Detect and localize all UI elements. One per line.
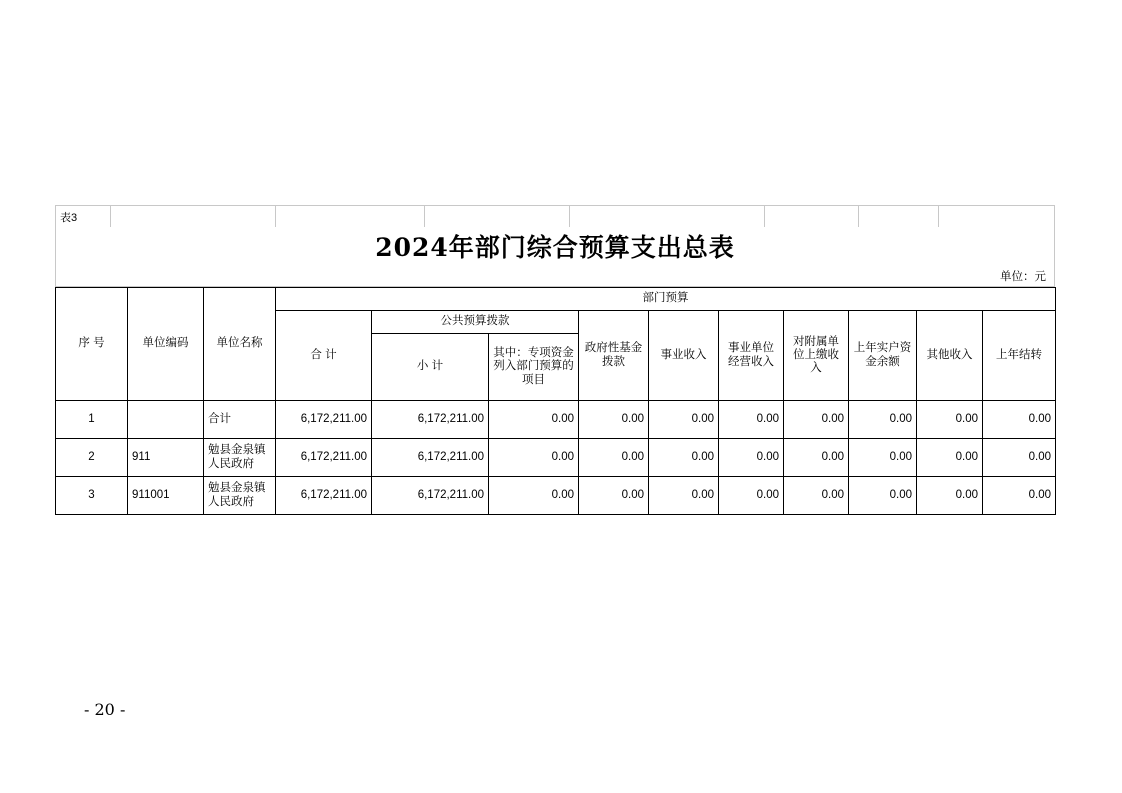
- col-header-gov-fund: 政府性基金拨款: [579, 311, 649, 401]
- cell-subordinate-payment: 0.00: [784, 439, 849, 477]
- cell-other-income: 0.00: [917, 477, 983, 515]
- cell-subtotal: 6,172,211.00: [372, 401, 489, 439]
- cell-business-income: 0.00: [649, 477, 719, 515]
- cell-special-fund: 0.00: [489, 477, 579, 515]
- cell-prior-year-carryover: 0.00: [983, 401, 1056, 439]
- cell-seq: 1: [56, 401, 128, 439]
- unit-note: 单位：元: [1000, 270, 1046, 283]
- col-header-unit-name: 单位名称: [204, 288, 276, 401]
- col-header-prior-year-carryover: 上年结转: [983, 311, 1056, 401]
- cell-total: 6,172,211.00: [276, 439, 372, 477]
- blank-cell: [425, 206, 570, 227]
- col-header-other-income: 其他收入: [917, 311, 983, 401]
- col-header-total: 合 计: [276, 311, 372, 401]
- col-header-prior-year-balance: 上年实户资金余额: [849, 311, 917, 401]
- cell-subtotal: 6,172,211.00: [372, 439, 489, 477]
- cell-prior-year-carryover: 0.00: [983, 477, 1056, 515]
- table-header-group-row: [56, 288, 1056, 311]
- cell-unit-name: 勉县金泉镇人民政府: [204, 477, 276, 515]
- blank-cell: [276, 206, 426, 227]
- cell-business-income: 0.00: [649, 439, 719, 477]
- cell-total: 6,172,211.00: [276, 477, 372, 515]
- col-header-public-budget: 公共预算拨款: [372, 311, 579, 334]
- cell-seq: 2: [56, 439, 128, 477]
- cell-prior-year-balance: 0.00: [849, 401, 917, 439]
- col-header-business-operating-income: 事业单位经营收入: [719, 311, 784, 401]
- cell-other-income: 0.00: [917, 401, 983, 439]
- col-header-business-income: 事业收入: [649, 311, 719, 401]
- blank-cell: [111, 206, 276, 227]
- table-row: [56, 401, 1056, 439]
- cell-unit-code: 911001: [128, 477, 204, 515]
- cell-gov-fund: 0.00: [579, 477, 649, 515]
- col-header-subtotal: 小 计: [372, 334, 489, 401]
- sheet-label-row: [55, 205, 1055, 227]
- cell-business-operating-income: 0.00: [719, 477, 784, 515]
- table-row: [56, 477, 1056, 515]
- cell-prior-year-balance: 0.00: [849, 477, 917, 515]
- col-header-subordinate-payment: 对附属单位上缴收入: [784, 311, 849, 401]
- cell-subtotal: 6,172,211.00: [372, 477, 489, 515]
- cell-unit-code: 911: [128, 439, 204, 477]
- cell-gov-fund: 0.00: [579, 439, 649, 477]
- cell-gov-fund: 0.00: [579, 401, 649, 439]
- page-number: - 20 -: [84, 700, 126, 719]
- cell-prior-year-balance: 0.00: [849, 439, 917, 477]
- cell-subordinate-payment: 0.00: [784, 401, 849, 439]
- cell-special-fund: 0.00: [489, 401, 579, 439]
- budget-table: [55, 287, 1056, 515]
- blank-cell: [859, 206, 939, 227]
- cell-unit-name: 勉县金泉镇人民政府: [204, 439, 276, 477]
- cell-total: 6,172,211.00: [276, 401, 372, 439]
- col-header-department-budget: 部门预算: [276, 288, 1056, 311]
- blank-cell: [765, 206, 860, 227]
- col-header-seq: 序 号: [56, 288, 128, 401]
- cell-seq: 3: [56, 477, 128, 515]
- title-row: [55, 227, 1055, 265]
- blank-cell: [570, 206, 765, 227]
- cell-business-operating-income: 0.00: [719, 439, 784, 477]
- cell-other-income: 0.00: [917, 439, 983, 477]
- col-header-unit-code: 单位编码: [128, 288, 204, 401]
- cell-unit-name: 合计: [204, 401, 276, 439]
- cell-prior-year-carryover: 0.00: [983, 439, 1056, 477]
- cell-special-fund: 0.00: [489, 439, 579, 477]
- sheet-label-cell: 表3: [56, 206, 111, 227]
- col-header-special-fund: 其中：专项资金列入部门预算的项目: [489, 334, 579, 401]
- blank-cell: [939, 206, 1054, 227]
- cell-business-income: 0.00: [649, 401, 719, 439]
- table-row: [56, 439, 1056, 477]
- cell-unit-code: [128, 401, 204, 439]
- cell-subordinate-payment: 0.00: [784, 477, 849, 515]
- page-title: 2024年部门综合预算支出总表: [375, 233, 735, 262]
- unit-note-row: [55, 265, 1055, 287]
- cell-business-operating-income: 0.00: [719, 401, 784, 439]
